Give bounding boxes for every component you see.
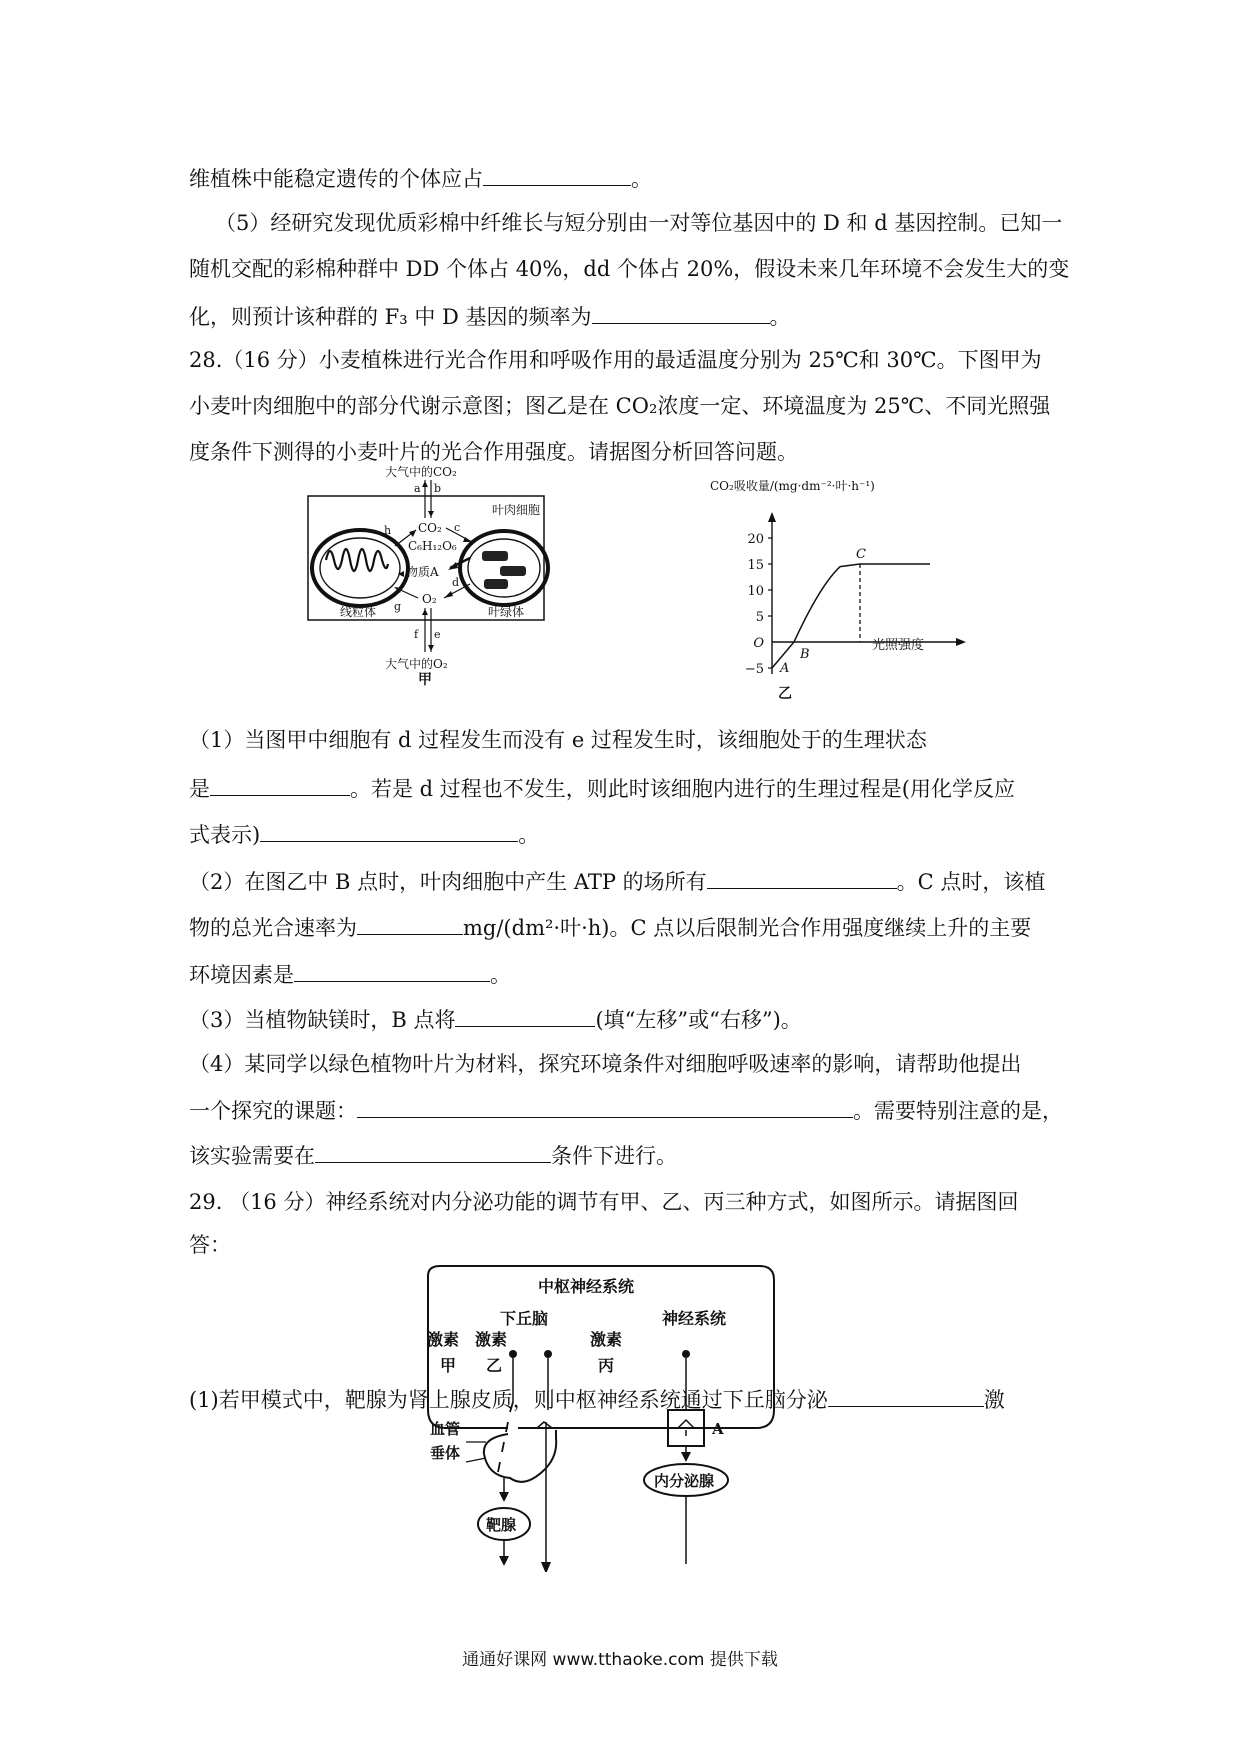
text-line: 式表示) 。 <box>189 823 540 847</box>
question-28-1: （1）当图甲中细胞有 d 过程发生而没有 e 过程发生时，该细胞处于的生理状态 <box>189 728 927 752</box>
label-d: d <box>452 576 460 589</box>
y-tick-label: 10 <box>747 584 764 599</box>
blood-vessel-label: 血管 <box>430 1420 461 1438</box>
text-line: 小麦叶肉细胞中的部分代谢示意图；图乙是在 CO₂浓度一定、环境温度为 25℃、不同光照强 <box>189 394 1051 418</box>
text-line: 化，则预计该种群的 F₃ 中 D 基因的频率为 。 <box>189 305 791 329</box>
answer-blank[interactable] <box>357 914 463 935</box>
label-h: h <box>384 524 392 537</box>
answer-blank[interactable] <box>210 775 350 796</box>
point-label-B: B <box>800 647 810 662</box>
chloroplast-label: 叶绿体 <box>488 605 525 619</box>
endocrine-gland-label: 内分泌腺 <box>654 1472 715 1490</box>
text-line: 是 。若是 d 过程也不发生，则此时该细胞内进行的生理过程是(用化学反应 <box>189 777 1015 801</box>
figure-yi-chart <box>700 462 980 702</box>
label-g: g <box>394 600 402 613</box>
hormone-jia-letter: 甲 <box>440 1356 457 1375</box>
chart-xlabel: 光照强度 <box>872 638 925 653</box>
substance-a-label: 物质A <box>406 565 439 579</box>
answer-blank[interactable] <box>294 961 490 982</box>
label-b: b <box>434 482 442 495</box>
co2-label: CO₂ <box>418 521 442 535</box>
hormone-yi-letter: 乙 <box>486 1356 503 1375</box>
atmosphere-co2-label: 大气中的CO₂ <box>385 465 457 479</box>
y-axis-arrow <box>768 512 776 522</box>
point-label-C: C <box>856 547 866 562</box>
page-footer: 通通好课网 www.tthaoke.com 提供下载 <box>462 1650 778 1670</box>
mitochondrion <box>312 530 408 606</box>
neuron-body <box>509 1350 517 1358</box>
figure-nervous-regulation <box>400 1262 830 1572</box>
grana <box>482 551 508 561</box>
text-line: 随机交配的彩棉种群中 DD 个体占 40%，dd 个体占 20%，假设未来几年环境不会发生大的变 <box>189 257 1070 281</box>
answer-blank[interactable] <box>455 1006 595 1027</box>
mitochondrion-label: 线粒体 <box>340 605 377 619</box>
text-line: 答： <box>189 1233 231 1257</box>
cns-label: 中枢神经系统 <box>538 1277 635 1296</box>
label-a: A <box>712 1420 724 1438</box>
mito-cristae <box>326 549 388 571</box>
hormone-yi-label: 激素 <box>475 1330 508 1349</box>
point-label-A: A <box>780 661 790 676</box>
hormone-jia-label: 激素 <box>427 1330 460 1349</box>
target-gland-label: 靶腺 <box>486 1516 517 1534</box>
nervous-system-label: 神经系统 <box>662 1309 727 1328</box>
text-line: 维植株中能稳定遗传的个体应占 。 <box>189 167 652 191</box>
text-line: （5）经研究发现优质彩棉中纤维长与短分别由一对等位基因中的 D 和 d 基因控制。已知一 <box>215 211 1063 235</box>
y-tick-label: 15 <box>747 558 764 573</box>
question-29-1: (1)若甲模式中，靶腺为肾上腺皮质，则中枢神经系统通过下丘脑分泌 激 <box>189 1388 1005 1412</box>
text-line: 该实验需要在 条件下进行。 <box>189 1144 677 1168</box>
label-c: c <box>454 521 461 534</box>
answer-blank[interactable] <box>483 165 631 186</box>
figure-jia-cell-metabolism <box>300 458 560 686</box>
answer-blank[interactable] <box>315 1142 551 1163</box>
hypothalamus-label: 下丘脑 <box>500 1309 549 1328</box>
hormone-bing-letter: 丙 <box>598 1356 615 1375</box>
y-tick-label: −5 <box>744 662 764 677</box>
text-line: 物的总光合速率为 mg/(dm²·叶·h)。C 点以后限制光合作用强度继续上升的主要 <box>189 916 1032 940</box>
question-28-4: （4）某同学以绿色植物叶片为材料，探究环境条件对细胞呼吸速率的影响，请帮助他提出 <box>189 1052 1022 1076</box>
answer-blank[interactable] <box>828 1386 984 1407</box>
o2-label: O₂ <box>422 592 437 606</box>
label-a: a <box>414 482 421 495</box>
glucose-label: C₆H₁₂O₆ <box>408 539 457 553</box>
label-f: f <box>414 628 419 641</box>
question-29-stem: 29. （16 分）神经系统对内分泌功能的调节有甲、乙、丙三种方式，如图所示。请据图回 <box>189 1190 1019 1214</box>
atmosphere-o2-label: 大气中的O₂ <box>385 657 448 671</box>
question-28-stem: 28.（16 分）小麦植株进行光合作用和呼吸作用的最适温度分别为 25℃和 30℃。下图甲为 <box>189 348 1042 372</box>
y-tick-label: 20 <box>747 532 764 547</box>
x-axis-arrow <box>956 638 966 646</box>
cell-label: 叶肉细胞 <box>492 503 541 517</box>
answer-blank[interactable] <box>707 868 897 889</box>
pituitary-label: 垂体 <box>430 1444 461 1462</box>
text-line: 环境因素是 。 <box>189 963 511 987</box>
answer-blank[interactable] <box>592 303 770 324</box>
text-line: 度条件下测得的小麦叶片的光合作用强度。请据图分析回答问题。 <box>189 440 798 464</box>
answer-blank[interactable] <box>260 821 518 842</box>
figure-jia-caption: 甲 <box>418 672 432 686</box>
chart-ylabel: CO₂吸收量/(mg·dm⁻²·叶·h⁻¹) <box>710 479 875 493</box>
question-28-2: （2）在图乙中 B 点时，叶肉细胞中产生 ATP 的场所有 。C 点时，该植 <box>189 870 1046 894</box>
text-line: 一个探究的课题： 。需要特别注意的是， <box>189 1099 1063 1123</box>
y-tick-label: 5 <box>755 610 764 625</box>
question-28-3: （3）当植物缺镁时，B 点将 (填“左移”或“右移”)。 <box>189 1008 802 1032</box>
hormone-bing-label: 激素 <box>590 1330 623 1349</box>
portal-vessel <box>498 1402 513 1472</box>
label-e: e <box>434 628 441 641</box>
y-tick-label: O <box>753 636 764 651</box>
answer-blank[interactable] <box>357 1097 853 1118</box>
figure-yi-caption: 乙 <box>778 686 792 702</box>
